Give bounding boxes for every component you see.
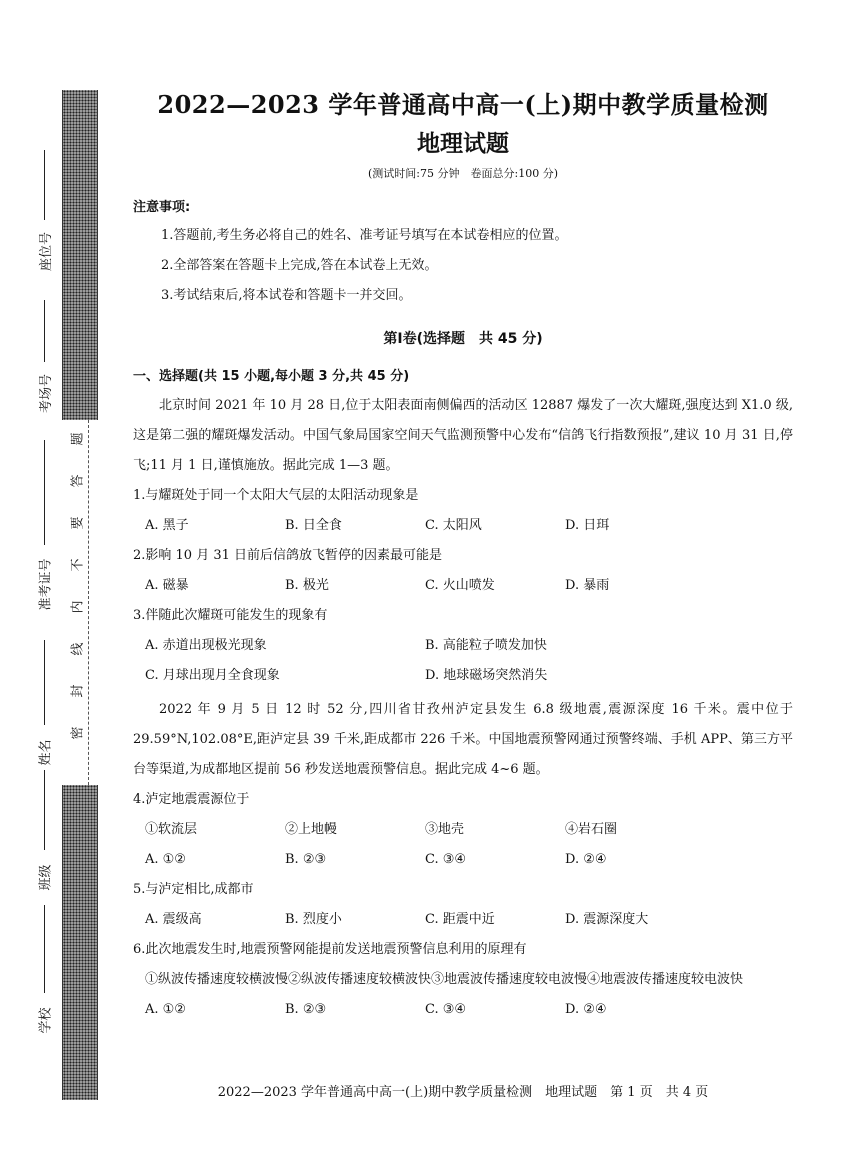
seal-word: 要 (70, 516, 86, 530)
notice-item: 3.考试结束后,将本试卷和答题卡一并交回。 (161, 288, 412, 303)
question-1-options (133, 511, 793, 541)
option-c[interactable]: C. ③④ (425, 1002, 467, 1017)
question-4-statements (133, 815, 793, 845)
passage-earthquake: 2022 年 9 月 5 日 12 时 52 分,四川省甘孜州泸定县发生 6.8 级地震,震源深度 16 千米。震中位于 29.59°N,102.08°E,距泸定县 39 千米,距成都市 226 千米。中国地震预警网通过预警终端、手机 APP、第三方平台等渠道,为成都地区提前 56 秒发送地震预警信息。据此完成 4~6 题。 (133, 702, 793, 777)
option-a[interactable]: A. 磁暴 (145, 578, 189, 593)
exam-room-line (44, 300, 45, 362)
option-a[interactable]: A. 赤道出现极光现象 (145, 638, 267, 653)
option-c[interactable]: C. 月球出现月全食现象 (145, 668, 280, 683)
option-b[interactable]: B. ②③ (285, 1002, 327, 1017)
class-field[interactable] (34, 770, 54, 891)
name-field[interactable] (34, 640, 54, 766)
question-2-stem: 2.影响 10 月 31 日前后信鸽放飞暂停的因素最可能是 (133, 548, 443, 563)
option-b[interactable]: B. 高能粒子喷发加快 (425, 638, 547, 653)
exam-page-content (133, 88, 793, 1025)
question-1-stem: 1.与耀斑处于同一个太阳大气层的太阳活动现象是 (133, 488, 419, 503)
admission-number-field[interactable] (34, 440, 54, 611)
admission-number-line (44, 440, 45, 545)
option-c[interactable]: C. ③④ (425, 852, 467, 867)
option-d[interactable]: D. 日珥 (565, 518, 610, 533)
seal-word: 题 (70, 432, 86, 446)
notice-item: 1.答题前,考生务必将自己的姓名、准考证号填写在本试卷相应的位置。 (161, 228, 568, 243)
option-d[interactable]: D. ②④ (565, 852, 607, 867)
question-6-statements: ①纵波传播速度较横波慢②纵波传播速度较横波快③地震波传播速度较电波慢④地震波传播速度较电波快 (145, 972, 744, 987)
notice-list (133, 221, 793, 311)
question-5-options (133, 905, 793, 935)
exam-room-field[interactable] (34, 300, 54, 414)
name-label: 姓名 (38, 739, 54, 766)
statement-2: ②上地幔 (285, 822, 338, 837)
seal-word: 密 (70, 726, 86, 740)
statement-3: ③地壳 (425, 822, 465, 837)
question-3-stem: 3.伴随此次耀斑可能发生的现象有 (133, 608, 328, 623)
notice-item: 2.全部答案在答题卡上完成,答在本试卷上无效。 (161, 258, 438, 273)
seal-word: 内 (70, 600, 86, 614)
exam-room-label: 考场号 (38, 373, 54, 414)
question-6-options (133, 995, 793, 1025)
notice-heading: 注意事项: (133, 200, 191, 215)
question-3-options-row2 (133, 661, 793, 691)
option-b[interactable]: B. 极光 (285, 578, 329, 593)
question-5-stem: 5.与泸定相比,成都市 (133, 882, 254, 897)
option-d[interactable]: D. ②④ (565, 1002, 607, 1017)
school-label: 学校 (38, 1007, 54, 1034)
option-c[interactable]: C. 距震中近 (425, 912, 495, 927)
admission-number-label: 准考证号 (38, 558, 54, 611)
exam-info: (测试时间:75 分钟 卷面总分:100 分) (368, 167, 558, 180)
option-a[interactable]: A. ①② (145, 852, 186, 867)
passage-solar-flare: 北京时间 2021 年 10 月 28 日,位于太阳表面南侧偏西的活动区 12887 爆发了一次大耀斑,强度达到 X1.0 级,这是第二强的耀斑爆发活动。中国气象局国家空间天气监测预警中心发布“信鸽飞行指数预报”,建议 10 月 31 日,停飞;11 月 1 日,谨慎施放。据此完成 1—3 题。 (133, 398, 793, 473)
option-b[interactable]: B. 烈度小 (285, 912, 342, 927)
page-footer: 2022—2023 学年普通高中高一(上)期中教学质量检测 地理试题 第 1 页 共 4 页 (217, 1085, 709, 1100)
section-title: 第Ⅰ卷(选择题 共 45 分) (383, 331, 543, 347)
statement-4: ④岩石圈 (565, 822, 618, 837)
question-4-options (133, 845, 793, 875)
school-line (44, 905, 45, 993)
school-field[interactable] (34, 905, 54, 1034)
option-c[interactable]: C. 火山喷发 (425, 578, 495, 593)
seal-word: 线 (70, 642, 86, 656)
exam-title: 2022—2023 学年普通高中高一(上)期中教学质量检测 (157, 90, 769, 119)
question-4-stem: 4.泸定地震震源位于 (133, 792, 250, 807)
seal-word: 不 (70, 558, 86, 572)
seal-word: 答 (70, 474, 86, 488)
class-label: 班级 (38, 864, 54, 891)
class-line (44, 770, 45, 850)
question-3-options-row1 (133, 631, 793, 661)
option-d[interactable]: D. 震源深度大 (565, 912, 649, 927)
option-c[interactable]: C. 太阳风 (425, 518, 482, 533)
question-6-stem: 6.此次地震发生时,地震预警网能提前发送地震预警信息利用的原理有 (133, 942, 527, 957)
seal-dashed-line (88, 420, 89, 785)
option-a[interactable]: A. 黑子 (145, 518, 189, 533)
option-d[interactable]: D. 暴雨 (565, 578, 610, 593)
option-a[interactable]: A. ①② (145, 1002, 186, 1017)
option-b[interactable]: B. ②③ (285, 852, 327, 867)
part-heading: 一、选择题(共 15 小题,每小题 3 分,共 45 分) (133, 369, 410, 384)
seat-number-field[interactable] (34, 150, 54, 272)
option-b[interactable]: B. 日全食 (285, 518, 342, 533)
binding-strip-bottom (62, 785, 98, 1100)
option-d[interactable]: D. 地球磁场突然消失 (425, 668, 548, 683)
binding-strip-top (62, 90, 98, 420)
seal-word: 封 (70, 684, 86, 698)
option-a[interactable]: A. 震级高 (145, 912, 202, 927)
subject-title: 地理试题 (417, 131, 509, 157)
seat-number-line (44, 150, 45, 220)
seat-number-label: 座位号 (38, 231, 54, 272)
name-line (44, 640, 45, 725)
question-2-options (133, 571, 793, 601)
statement-1: ①软流层 (145, 822, 198, 837)
